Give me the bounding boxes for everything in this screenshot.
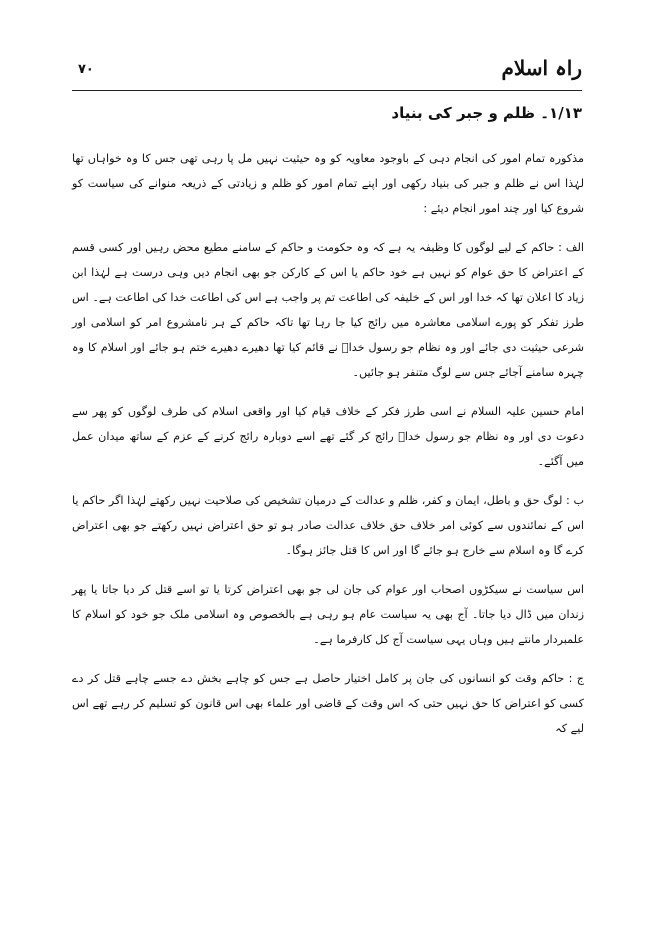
header-rule	[72, 90, 582, 91]
section-heading: ۱/۱۳۔ ظلم و جبر کی بنیاد	[391, 104, 582, 122]
book-title: راہ اسلام	[501, 56, 582, 80]
paragraph-imam-hussain: امام حسین علیہ السلام نے اسی طرز فکر کے خلاف قیام کیا اور واقعی اسلام کی طرف لوگوں کو پھر سے دعوت دی اور وہ نظام جو رسول خداؐ رائج کر گئے تھے اسے دوبارہ رائج کرنے کے عزم کے ساتھ میدان عمل میں آگئے۔	[72, 405, 584, 468]
paragraph-alif: الف : حاکم کے لیے لوگوں کا وظیفہ یہ ہے کہ وہ حکومت و حاکم کے سامنے مطیع محض رہیں اور کسی قسم کے اعتراض کا حق عوام کو نہیں ہے خود حاکم یا اس کے کارکن جو بھی انجام دیں وہی درست ہے لہٰذا ابن زیاد کا اعلان تھا کہ خدا اور اس کے خلیفہ کی اطاعت تم پر واجب ہے اس کی اطاعت خدا کی اطاعت ہے۔ اس طرز تفکر کو پورے اسلامی معاشرہ میں رائج کیا جا رہا تھا تاکہ حاکم کے ہر نامشروع امر کو اسلامی اور شرعی حیثیت دی جائے اور وہ نظام جو رسول خداؐ نے قائم کیا تھا دھیرے دھیرے ختم ہو جائے اور اسلام کا وہ چہرہ سامنے آجائے جس سے لوگ متنفر ہو جائیں۔	[72, 241, 584, 379]
page-header	[72, 56, 582, 88]
paragraph-intro: مذکورہ تمام امور کی انجام دہی کے باوجود معاویہ کو وہ حیثیت نہیں مل پا رہی تھی جس کا وہ خواہاں تھا لہٰذا اس نے ظلم و جبر کی بنیاد رکھی اور اپنے تمام امور کو ظلم و زیادتی کے ذریعہ منوانے کی سیاست کو شروع کیا اور چند امور انجام دیئے :	[72, 152, 584, 215]
paragraph-jeem: ج : حاکم وقت کو انسانوں کی جان پر کامل اختیار حاصل ہے جس کو چاہے بخش دے جسے چاہے قتل کر دے کسی کو اعتراض کا حق نہیں حتی کہ اس وقت کے قاضی اور علماء بھی اس قانون کو تسلیم کر رہے تھے اس لیے کہ	[72, 672, 584, 735]
body-text	[72, 146, 584, 755]
paragraph-bay: ب : لوگ حق و باطل، ایمان و کفر، ظلم و عدالت کے درمیان تشخیص کی صلاحیت نہیں رکھتے لہٰذا اگر حاکم یا اس کے نمائندوں سے کوئی امر خلاف حق خلاف عدالت صادر ہو تو حق اعتراض نہیں رکھتے جو بھی اعتراض کرے گا وہ اسلام سے خارج ہو جائے گا اور اس کا قتل جائز ہوگا۔	[72, 494, 584, 557]
page-number: ۷۰	[78, 62, 94, 77]
paragraph-policy: اس سیاست نے سیکڑوں اصحاب اور عوام کی جان لی جو بھی اعتراض کرتا یا تو اسے قتل کر دیا جاتا یا پھر زندان میں ڈال دیا جاتا۔ آج بھی یہ سیاست عام ہو رہی ہے بالخصوص وہ اسلامی ملک جو خود کو اسلام کا علمبردار مانتے ہیں وہاں یہی سیاست آج کل کارفرما ہے۔	[72, 583, 584, 646]
